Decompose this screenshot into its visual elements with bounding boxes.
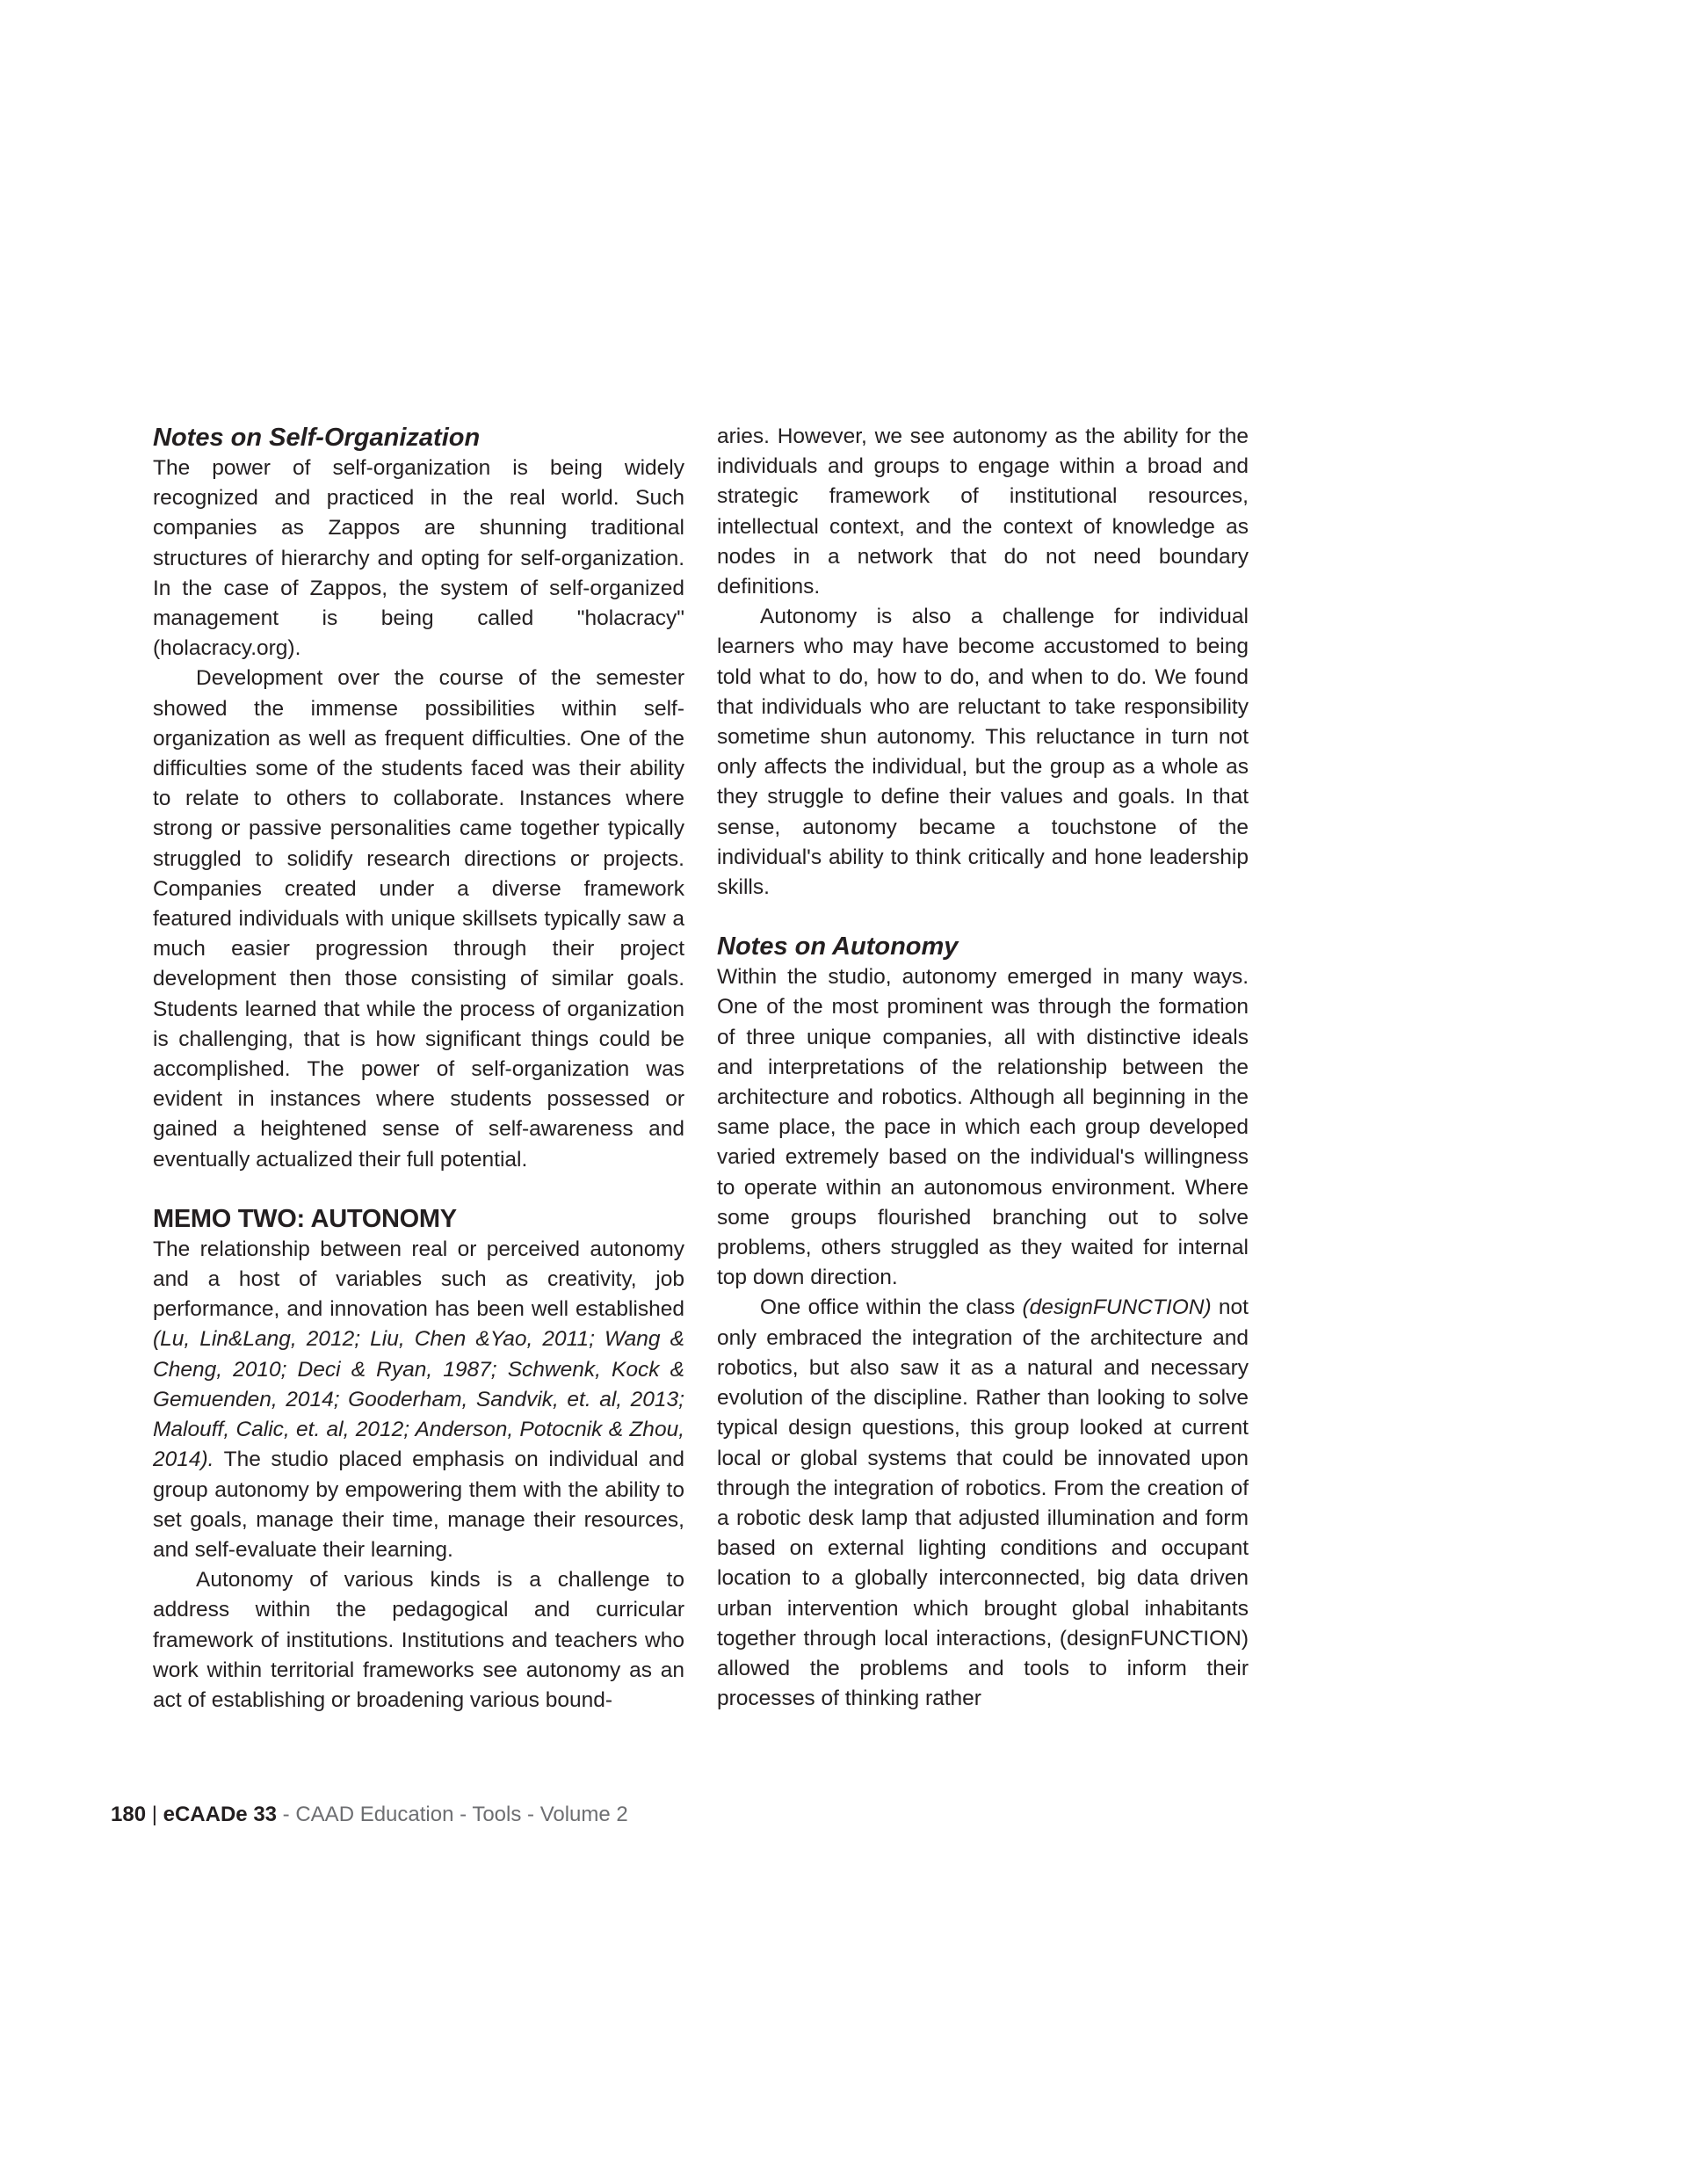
paragraph-autonomy-boundaries: aries. However, we see autonomy as the ability for the individuals and groups to engage within a broad and strategic framework of institutional resources, intellectual context, and the context of knowledge as nodes in a network that do not need boundary definitions.: [717, 424, 1249, 599]
page-number: 180: [111, 1803, 147, 1826]
paragraph-self-organization-intro: The power of self-organization is being widely recognized and practiced in the real world. Such companies as Zappos are shunning traditional structures of hierarchy and opting for self-organization. In the case of Zappos, the system of self-organized management is being called "holacracy" (holacracy.org).: [153, 456, 684, 661]
section-heading-memo-two: MEMO TWO: AUTONOMY: [153, 1204, 457, 1233]
paragraph-autonomy-learners: Autonomy is also a challenge for individual learners who may have become accustomed to being told what to do, how to do, and when to do. We found that individuals who are reluctant to take responsibility sometime shun autonomy. This reluctance in turn not only affects the individual, but the group as a whole as they struggle to define their values and goals. In that sense, autonomy became a touchstone of the individual's ability to think critically and hone leadership skills.: [717, 605, 1249, 900]
left-column: [153, 422, 684, 1716]
paragraph-designfunction: [717, 1293, 1249, 1714]
paragraph-autonomy-relationship: [153, 1235, 684, 1565]
paragraph-self-organization-development: Development over the course of the semester showed the immense possibilities within self-organization as well as frequent difficulties. One of the difficulties some of the students faced was their ability to relate to others to collaborate. Instances where strong or passive personalities came together typically struggled to solidify research directions or projects. Companies created under a diverse framework featured individuals with unique skillsets typically saw a much easier progression through their project development then those consisting of similar goals. Students learned that while the process of organization is challenging, that is how significant things could be accomplished. The power of self-organization was evident in instances where students possessed or gained a heightened sense of self-awareness and eventually actualized their full potential.: [153, 666, 684, 1172]
right-column: [717, 422, 1249, 1714]
paragraph-text: The relationship between real or perceived autonomy and a host of variables such as creativity, job performance, and innovation has been well established: [153, 1237, 684, 1322]
footer-separator: |: [146, 1803, 163, 1826]
section-heading-notes-on-autonomy: Notes on Autonomy: [717, 932, 959, 961]
office-name: (designFUNCTION): [1022, 1295, 1212, 1320]
section-heading-self-organization: Notes on Self-Organization: [153, 424, 481, 452]
paragraph-text: The studio placed emphasis on individual and group autonomy by empowering them with the ability to set goals, manage their time, manage their resources, and self-evaluate their learning.: [153, 1448, 684, 1562]
paragraph-text: One office within the class: [760, 1295, 1023, 1320]
citation-list: (Lu, Lin&Lang, 2012; Liu, Chen &Yao, 2011; Wang & Cheng, 2010; Deci & Ryan, 1987; Schwenk, Kock & Gemuenden, 2014; Gooderham, Sandvik, et. al, 2013; Malouff, Calic, et. al, 2012; Anderson, Potocnik & Zhou, 2014).: [153, 1327, 684, 1472]
conference-name: eCAADe 33: [163, 1803, 278, 1826]
proceedings-info: - CAAD Education - Tools - Volume 2: [277, 1803, 628, 1826]
paragraph-text: not only embraced the integration of the architecture and robotics, but also saw it as a natural and necessary evolution of the discipline. Rather than looking to solve typical design questions, this group looked at current local or global systems that could be innovated upon through the integration of robotics. From the creation of a robotic desk lamp that adjusted illumination and form based on external lighting conditions and occupant location to a globally interconnected, big data driven urban intervention which brought global inhabitants together through local interactions, (designFUNCTION) allowed the problems and tools to inform their processes of thinking rather: [717, 1295, 1249, 1711]
paragraph-autonomy-studio: Within the studio, autonomy emerged in many ways. One of the most prominent was through the formation of three unique companies, all with distinctive ideals and interpretations of the relationship between the architecture and robotics. Although all beginning in the same place, the pace in which each group developed varied extremely based on the individual's willingness to operate within an autonomous environment. Where some groups flourished branching out to solve problems, others struggled as they waited for internal top down direction.: [717, 965, 1249, 1290]
paragraph-autonomy-challenge: Autonomy of various kinds is a challenge to address within the pedagogical and curricular framework of institutions. Institutions and teachers who work within territorial frameworks see autonomy as an act of establishing or broadening various bound-: [153, 1568, 684, 1712]
page-footer: [111, 1802, 628, 1828]
